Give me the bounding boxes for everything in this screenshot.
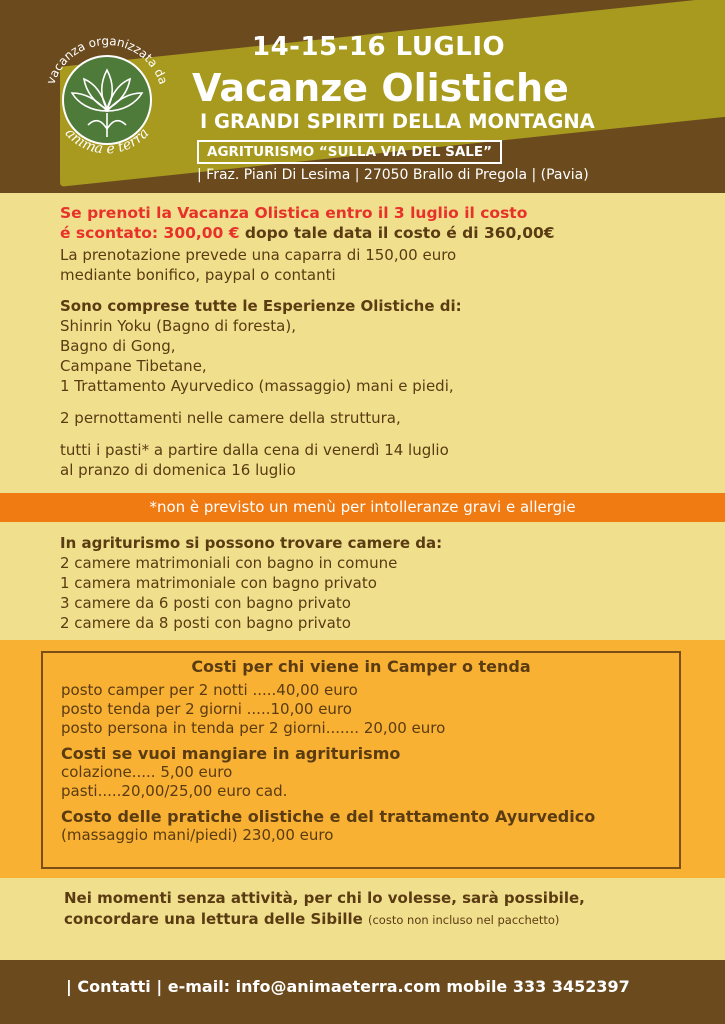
page-title: Vacanze Olistiche [192,66,569,110]
list-item: (massaggio mani/piedi) 230,00 euro [61,826,334,844]
sibille-reading-info [64,888,585,931]
list-item: posto persona in tenda per 2 giorni....... 20,00 euro [61,719,446,737]
full-price: dopo tale data il costo é di 360,00€ [239,224,555,242]
list-item: pasti.....20,00/25,00 euro cad. [61,782,288,800]
booking-line-2: mediante bonifico, paypal o contanti [60,266,336,284]
included-heading: Sono comprese tutte le Esperienze Olistiche di: [60,297,462,315]
list-item: colazione..... 5,00 euro [61,763,233,781]
food-costs-heading: Costi se vuoi mangiare in agriturismo [61,744,401,763]
discount-line-2 [60,223,555,243]
logo-bottom-text: anima e terra [61,125,153,158]
page-subtitle: I GRANDI SPIRITI DELLA MONTAGNA [200,110,595,133]
stay-info: 2 pernottamenti nelle camere della struttura, [60,409,401,427]
venue-label: AGRITURISMO “SULLA VIA DEL SALE” [197,140,502,164]
list-item: 2 camere matrimoniali con bagno in comune [60,554,398,572]
practices-costs-heading: Costo delle pratiche olistiche e del trattamento Ayurvedico [61,807,596,826]
contact-info: | Contatti | e-mail: info@animaeterra.com mobile 333 3452397 [66,977,630,996]
discount-notice [60,203,555,243]
costs-list [61,681,595,845]
discount-price: é scontato: 300,00 € [60,224,240,242]
rooms-info [60,533,442,633]
list-item: 1 Trattamento Ayurvedico (massaggio) mani e piedi, [60,377,454,395]
sibille-line-1: Nei momenti senza attività, per chi lo volesse, sarà possibile, [64,889,585,907]
logo-top-text: vacanza organizzata da [43,33,171,87]
anima-e-terra-logo [32,25,182,175]
list-item: posto tenda per 2 giorni .....10,00 euro [61,700,352,718]
discount-line-1: Se prenoti la Vacanza Olistica entro il 3 luglio il costo [60,204,528,222]
header-banner [0,0,725,193]
event-date: 14-15-16 LUGLIO [252,32,506,62]
booking-line-1: La prenotazione prevede una caparra di 150,00 euro [60,246,457,264]
list-item: 1 camera matrimoniale con bagno privato [60,574,377,592]
allergy-notice: *non è previsto un menù per intolleranze gravi e allergie [0,493,725,522]
list-item: Campane Tibetane, [60,357,207,375]
list-item: 3 camere da 6 posti con bagno privato [60,594,351,612]
included-experiences [60,296,462,480]
list-item: Bagno di Gong, [60,337,176,355]
camper-costs-heading: Costi per chi viene in Camper o tenda [191,657,531,676]
booking-info [60,245,456,285]
sibille-line-2-text: concordare una lettura delle Sibille [64,910,368,928]
rooms-heading: In agriturismo si possono trovare camere da: [60,534,443,552]
meals-line-1: tutti i pasti* a partire dalla cena di venerdì 14 luglio [60,441,449,459]
sibille-line-2 [64,909,585,931]
meals-line-2: al pranzo di domenica 16 luglio [60,461,296,479]
list-item: 2 camere da 8 posti con bagno privato [60,614,351,632]
venue-address: | Fraz. Piani Di Lesima | 27050 Brallo di Pregola | (Pavia) [197,167,589,183]
list-item: posto camper per 2 notti .....40,00 euro [61,681,358,699]
sibille-cost-note: (costo non incluso nel pacchetto) [368,913,560,927]
list-item: Shinrin Yoku (Bagno di foresta), [60,317,296,335]
